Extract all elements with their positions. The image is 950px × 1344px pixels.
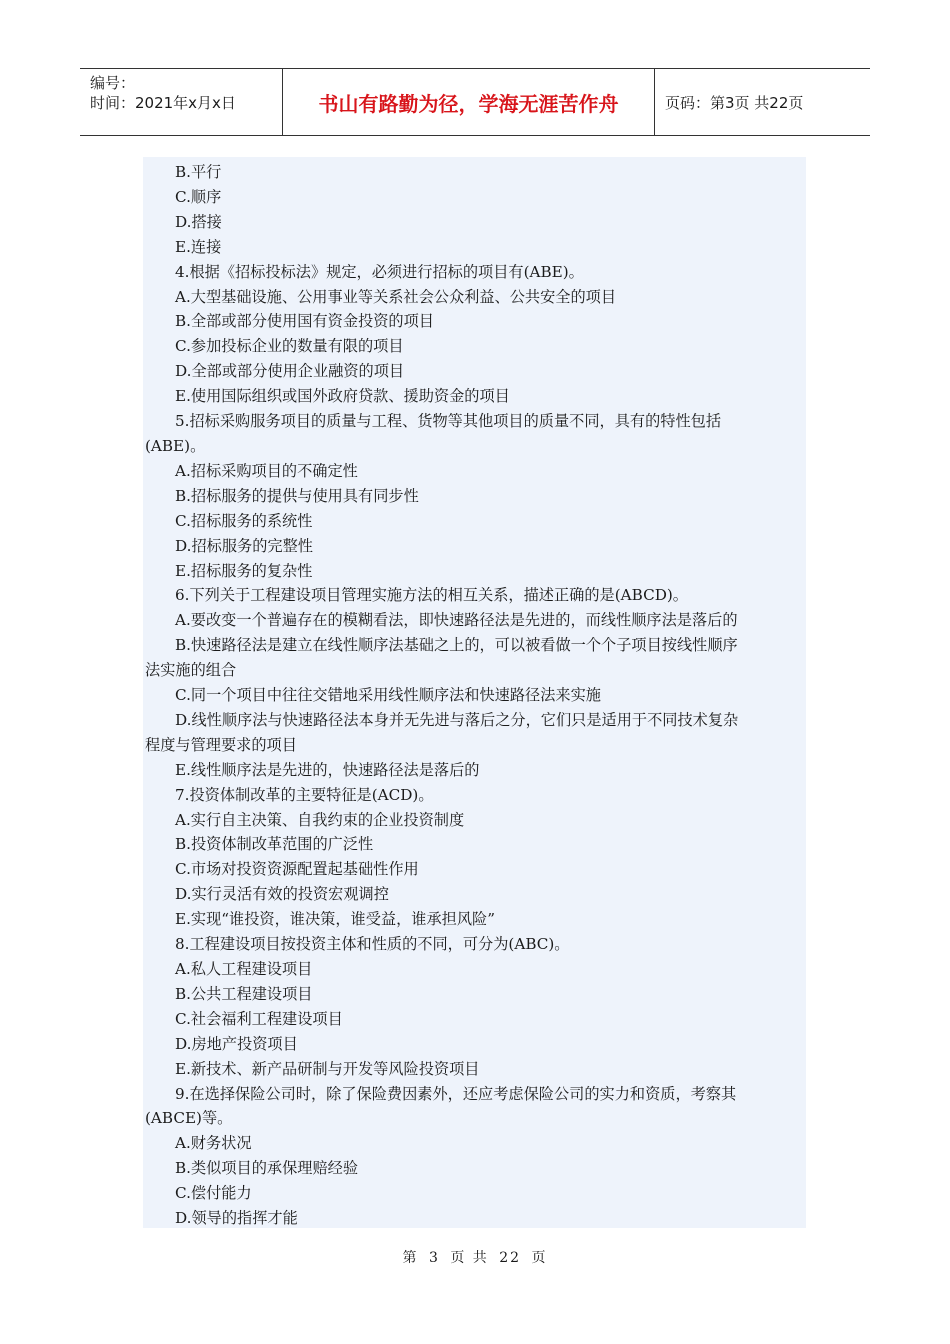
text-line: B.公共工程建设项目 xyxy=(175,984,313,1003)
header-meta xyxy=(80,69,283,135)
text-line: 8.工程建设项目按投资主体和性质的不同，可分为(ABC)。 xyxy=(175,935,570,954)
text-line: C.同一个项目中往往交错地采用线性顺序法和快速路径法来实施 xyxy=(175,686,601,705)
text-line: E.实现“谁投资，谁决策，谁受益，谁承担风险” xyxy=(175,910,496,929)
text-line: B.投资体制改革范围的广泛性 xyxy=(175,835,374,854)
text-line: E.招标服务的复杂性 xyxy=(175,561,313,580)
text-line: D.领导的指挥才能 xyxy=(175,1209,298,1228)
text-line: C.社会福利工程建设项目 xyxy=(175,1009,343,1028)
text-line: E.新技术、新产品研制与开发等风险投资项目 xyxy=(175,1059,480,1078)
text-line: B.全部或部分使用国有资金投资的项目 xyxy=(175,312,434,331)
text-line: 法实施的组合 xyxy=(145,661,237,680)
text-line: D.房地产投资项目 xyxy=(175,1034,298,1053)
text-line: B.平行 xyxy=(175,163,222,181)
text-line: 9.在选择保险公司时，除了保险费因素外，还应考虑保险公司的实力和资质，考察其 xyxy=(175,1084,737,1103)
time-label: 时间：2021年x月x日 xyxy=(90,94,236,112)
text-line: (ABCE)等。 xyxy=(145,1109,233,1128)
text-line: 5.招标采购服务项目的质量与工程、货物等其他项目的质量不同，具有的特性包括 xyxy=(175,412,722,431)
document-body xyxy=(143,157,806,1228)
text-line: B.类似项目的承保理赔经验 xyxy=(175,1159,359,1178)
text-line: D.全部或部分使用企业融资的项目 xyxy=(175,362,405,381)
text-line: (ABE)。 xyxy=(145,436,206,455)
page-footer xyxy=(0,1247,950,1267)
footer-mid: 页 共 xyxy=(450,1250,489,1266)
text-line: D.招标服务的完整性 xyxy=(175,536,313,555)
header-motto: 书山有路勤为径，学海无涯苦作舟 xyxy=(283,69,655,135)
header-page-label: 页码：第3页 共22页 xyxy=(665,93,804,112)
text-line: D.实行灵活有效的投资宏观调控 xyxy=(175,885,389,904)
text-line: D.线性顺序法与快速路径法本身并无先进与落后之分，它们只是适用于不同技术复杂 xyxy=(175,710,739,729)
text-line: 6.下列关于工程建设项目管理实施方法的相互关系，描述正确的是(ABCD)。 xyxy=(175,586,688,605)
footer-prefix: 第 xyxy=(402,1250,419,1266)
text-line: A.财务状况 xyxy=(175,1134,252,1153)
footer-page-number: 3 xyxy=(428,1250,440,1266)
text-line: D.搭接 xyxy=(175,212,222,231)
text-line: C.偿付能力 xyxy=(175,1184,252,1203)
text-line: E.线性顺序法是先进的，快速路径法是落后的 xyxy=(175,760,480,779)
text-line: E.使用国际组织或国外政府贷款、援助资金的项目 xyxy=(175,387,510,406)
text-line: 4.根据《招标投标法》规定，必须进行招标的项目有(ABE)。 xyxy=(175,262,584,281)
text-line: C.招标服务的系统性 xyxy=(175,511,313,530)
text-line: 7.投资体制改革的主要特征是(ACD)。 xyxy=(175,785,434,804)
text-line: E.连接 xyxy=(175,237,222,256)
text-line: A.要改变一个普遍存在的模糊看法，即快速路径法是先进的，而线性顺序法是落后的 xyxy=(175,611,738,630)
text-line: C.参加投标企业的数量有限的项目 xyxy=(175,337,404,356)
text-line: A.实行自主决策、自我约束的企业投资制度 xyxy=(175,810,465,829)
text-line: B.招标服务的提供与使用具有同步性 xyxy=(175,486,419,505)
number-label: 编号： xyxy=(90,74,136,92)
footer-total-pages: 22 xyxy=(499,1250,522,1266)
text-line: A.招标采购项目的不确定性 xyxy=(175,461,358,480)
text-line: A.大型基础设施、公用事业等关系社会公众利益、公共安全的项目 xyxy=(175,287,617,306)
text-line: B.快速路径法是建立在线性顺序法基础之上的，可以被看做一个个子项目按线性顺序 xyxy=(175,636,738,655)
page-header xyxy=(80,68,870,136)
text-line: A.私人工程建设项目 xyxy=(175,960,313,978)
text-line: C.市场对投资资源配置起基础性作用 xyxy=(175,860,419,879)
text-line: C.顺序 xyxy=(175,187,222,206)
text-line: 程度与管理要求的项目 xyxy=(145,735,297,754)
footer-suffix: 页 xyxy=(531,1250,548,1266)
